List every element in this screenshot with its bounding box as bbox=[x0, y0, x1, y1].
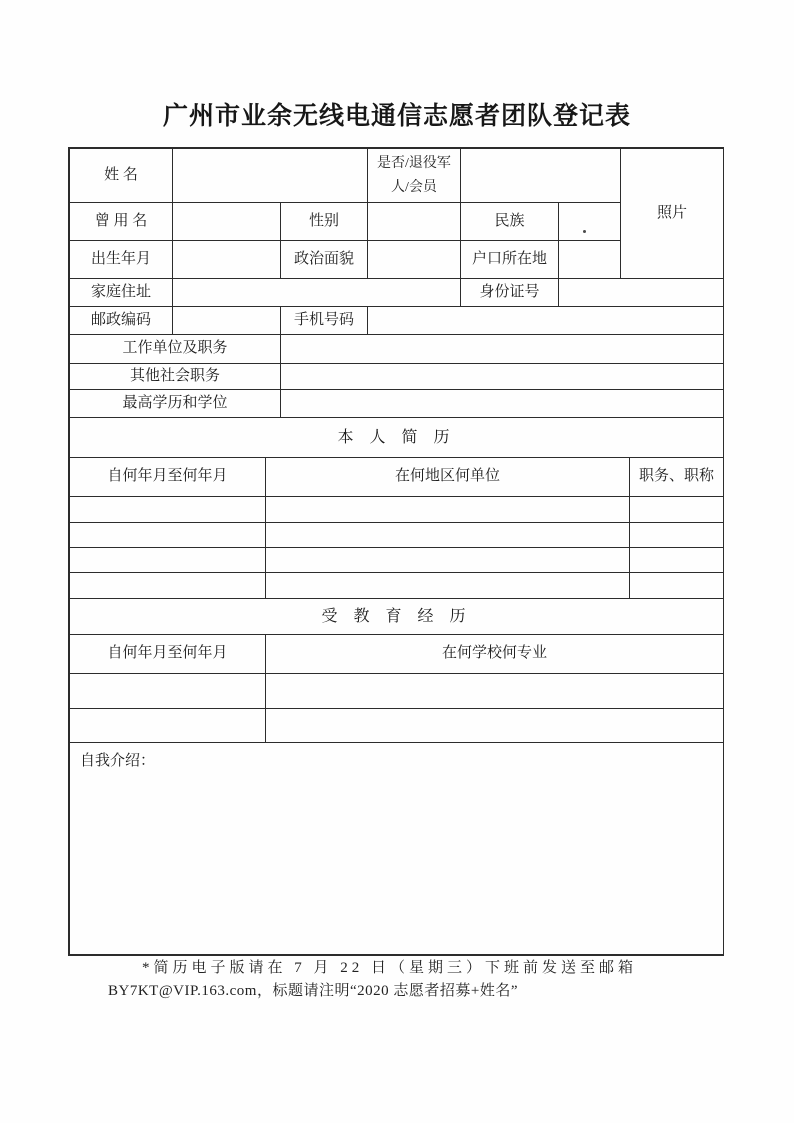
resume-table bbox=[69, 417, 724, 599]
former-name-value-cell bbox=[173, 203, 281, 241]
political-status-value-cell bbox=[368, 241, 461, 279]
highest-education-label: 最高学历和学位 bbox=[70, 390, 281, 418]
resume-col-title-header: 职务、职称 bbox=[630, 458, 724, 497]
id-number-value-cell bbox=[559, 279, 724, 307]
ethnicity-label: 民族 bbox=[461, 203, 559, 241]
highest-education-value-cell bbox=[281, 390, 724, 418]
ethnicity-value-cell bbox=[559, 203, 621, 241]
other-positions-label: 其他社会职务 bbox=[70, 364, 281, 390]
resume-row-period-cell bbox=[70, 497, 266, 523]
self-intro-table bbox=[69, 742, 724, 955]
id-number-label: 身份证号 bbox=[461, 279, 559, 307]
footer-instruction-line1: *简历电子版请在 7 月 22 日（星期三）下班前发送至邮箱 bbox=[142, 960, 638, 976]
resume-row-title-cell bbox=[630, 523, 724, 548]
birth-date-label: 出生年月 bbox=[70, 241, 173, 279]
political-status-label: 政治面貌 bbox=[281, 241, 368, 279]
household-location-label: 户口所在地 bbox=[461, 241, 559, 279]
resume-row-place-cell bbox=[266, 573, 630, 599]
resume-row-title-cell bbox=[630, 497, 724, 523]
resume-row-place-cell bbox=[266, 497, 630, 523]
resume-row-place-cell bbox=[266, 548, 630, 573]
education-row-school-cell bbox=[266, 674, 724, 709]
veteran-member-value-cell bbox=[461, 149, 621, 203]
resume-row-period-cell bbox=[70, 523, 266, 548]
gender-label: 性别 bbox=[281, 203, 368, 241]
gender-value-cell bbox=[368, 203, 461, 241]
name-label: 姓 名 bbox=[70, 149, 173, 203]
birth-date-value-cell bbox=[173, 241, 281, 279]
work-unit-label: 工作单位及职务 bbox=[70, 335, 281, 364]
registration-form-table bbox=[69, 148, 723, 955]
footer-instruction-line2: BY7KT@VIP.163.com，标题请注明“2020 志愿者招募+姓名” bbox=[108, 983, 519, 999]
resume-row-period-cell bbox=[70, 573, 266, 599]
education-col-period-header: 自何年月至何年月 bbox=[70, 635, 266, 674]
education-section-title: 受 教 育 经 历 bbox=[70, 599, 724, 635]
mobile-value-cell bbox=[368, 307, 724, 335]
education-table bbox=[69, 598, 724, 743]
self-intro-cell: 自我介绍： bbox=[70, 743, 724, 955]
home-address-label: 家庭住址 bbox=[70, 279, 173, 307]
household-location-value-cell bbox=[559, 241, 621, 279]
resume-row-place-cell bbox=[266, 523, 630, 548]
former-name-label: 曾 用 名 bbox=[70, 203, 173, 241]
postal-code-value-cell bbox=[173, 307, 281, 335]
resume-row-period-cell bbox=[70, 548, 266, 573]
resume-col-place-header: 在何地区何单位 bbox=[266, 458, 630, 497]
education-row-period-cell bbox=[70, 709, 266, 743]
scan-artifact-dot bbox=[583, 230, 586, 233]
postal-code-label: 邮政编码 bbox=[70, 307, 173, 335]
work-unit-value-cell bbox=[281, 335, 724, 364]
personal-info-table bbox=[69, 148, 724, 418]
resume-section-title: 本 人 简 历 bbox=[70, 418, 724, 458]
education-row-school-cell bbox=[266, 709, 724, 743]
education-col-school-header: 在何学校何专业 bbox=[266, 635, 724, 674]
education-row-period-cell bbox=[70, 674, 266, 709]
home-address-value-cell bbox=[173, 279, 461, 307]
veteran-member-label: 是否/退役军人/会员 bbox=[368, 149, 461, 203]
resume-row-title-cell bbox=[630, 573, 724, 599]
resume-row-title-cell bbox=[630, 548, 724, 573]
resume-col-period-header: 自何年月至何年月 bbox=[70, 458, 266, 497]
form-title: 广州市业余无线电通信志愿者团队登记表 bbox=[162, 102, 631, 130]
name-value-cell bbox=[173, 149, 368, 203]
footer-note bbox=[108, 957, 714, 1003]
photo-cell: 照片 bbox=[621, 149, 724, 279]
other-positions-value-cell bbox=[281, 364, 724, 390]
mobile-label: 手机号码 bbox=[281, 307, 368, 335]
